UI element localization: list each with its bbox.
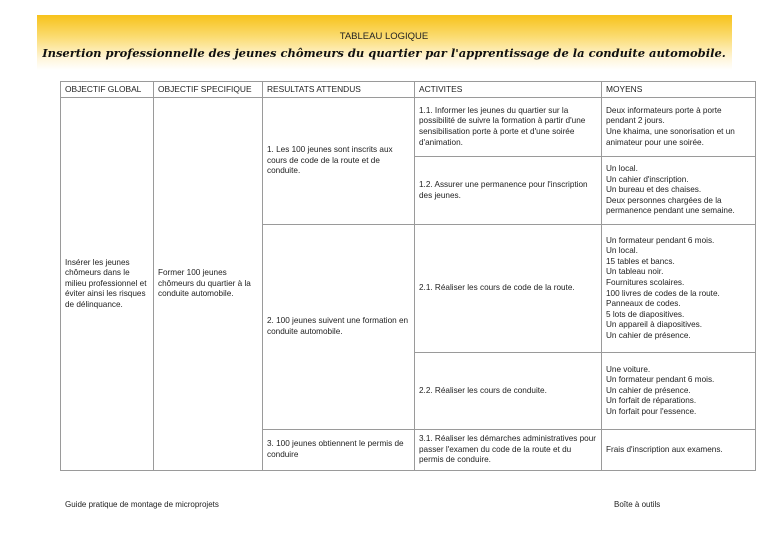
col-header: OBJECTIF SPECIFIQUE bbox=[154, 82, 263, 98]
col-header: ACTIVITES bbox=[415, 82, 602, 98]
resultat-cell: 2. 100 jeunes suivent une formation en conduite automobile. bbox=[263, 225, 415, 430]
resultat-cell: 1. Les 100 jeunes sont inscrits aux cours de code de la route et de conduite. bbox=[263, 98, 415, 225]
logical-framework-table bbox=[60, 81, 756, 471]
moyens-cell: Une voiture. Un formateur pendant 6 mois. Un cahier de présence. Un forfait de réparations. Un forfait pour l'essence. bbox=[602, 353, 756, 430]
footer-right: Boîte à outils bbox=[614, 500, 661, 509]
moyens-cell: Frais d'inscription aux examens. bbox=[602, 430, 756, 471]
activite-cell: 3.1. Réaliser les démarches administratives pour passer l'examen du code de la route et du permis de conduire. bbox=[415, 430, 602, 471]
moyens-cell: Un local. Un cahier d'inscription. Un bureau et des chaises. Deux personnes chargées de la permanence pendant une semaine. bbox=[602, 157, 756, 225]
page-subtitle: Insertion professionnelle des jeunes chômeurs du quartier par l'apprentissage de la conduite automobile. bbox=[42, 46, 726, 60]
moyens-cell: Un formateur pendant 6 mois. Un local. 15 tables et bancs. Un tableau noir. Fournitures scolaires. 100 livres de codes de la route. Panneaux de codes. 5 lots de diapositives. Un appareil à diapositives. Un cahier de présence. bbox=[602, 225, 756, 353]
col-header: OBJECTIF GLOBAL bbox=[61, 82, 154, 98]
moyens-cell: Deux informateurs porte à porte pendant 2 jours. Une khaima, une sonorisation et un animateur pour une soirée. bbox=[602, 98, 756, 157]
header-band bbox=[37, 15, 732, 70]
resultat-cell: 3. 100 jeunes obtiennent le permis de conduire bbox=[263, 430, 415, 471]
activite-cell: 2.2. Réaliser les cours de conduite. bbox=[415, 353, 602, 430]
activite-cell: 1.2. Assurer une permanence pour l'inscription des jeunes. bbox=[415, 157, 602, 225]
footer-left: Guide pratique de montage de microprojets bbox=[65, 500, 219, 509]
objectif-specifique-cell: Former 100 jeunes chômeurs du quartier à la conduite automobile. bbox=[154, 98, 263, 471]
col-header: MOYENS bbox=[602, 82, 756, 98]
col-header: RESULTATS ATTENDUS bbox=[263, 82, 415, 98]
page-title: TABLEAU LOGIQUE bbox=[339, 31, 429, 42]
activite-cell: 2.1. Réaliser les cours de code de la route. bbox=[415, 225, 602, 353]
activite-cell: 1.1. Informer les jeunes du quartier sur la possibilité de suivre la formation à partir d'une sensibilisation porte à porte et d'une soirée d'animation. bbox=[415, 98, 602, 157]
table-header-row bbox=[61, 82, 756, 98]
table-row bbox=[61, 98, 756, 157]
objectif-global-cell: Insérer les jeunes chômeurs dans le milieu professionnel et éviter ainsi les risques de délinquance. bbox=[61, 98, 154, 471]
